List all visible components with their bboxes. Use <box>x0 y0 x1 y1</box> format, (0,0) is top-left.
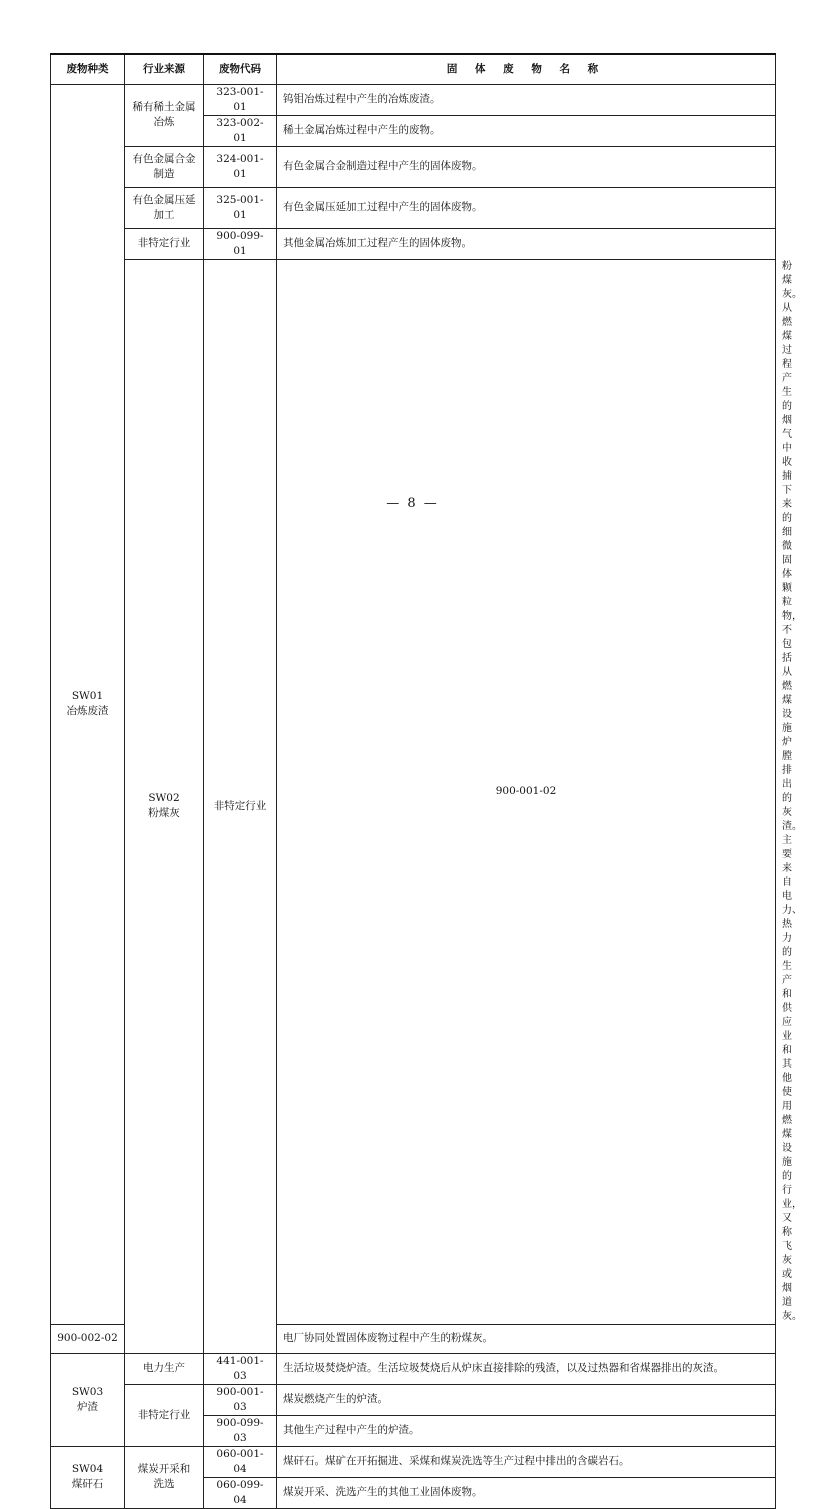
desc-cell: 稀土金属冶炼过程中产生的废物。 <box>277 115 776 146</box>
page-number: — 8 — <box>386 496 439 511</box>
source-cell <box>125 146 204 187</box>
desc-cell: 电厂协同处置固体废物过程中产生的粉煤灰。 <box>277 1324 776 1353</box>
header-waste-name: 固 体 废 物 名 称 <box>277 54 776 84</box>
code-cell: 441-001-03 <box>204 1353 277 1384</box>
source-cell <box>125 1384 204 1446</box>
header-industry-source: 行业来源 <box>125 54 204 84</box>
desc-cell: 有色金属压延加工过程中产生的固体废物。 <box>277 187 776 228</box>
source-cell <box>125 1353 204 1384</box>
source-cell <box>204 259 277 1353</box>
table-row <box>51 1384 776 1415</box>
category-cell <box>51 1353 125 1446</box>
category-label: SW02 粉煤灰 <box>148 792 180 819</box>
source-label: 非特定行业 <box>137 1408 191 1421</box>
table-row <box>51 1446 776 1477</box>
desc-cell: 煤矸石。煤矿在开拓掘进、采煤和煤炭洗选等生产过程中排出的含碳岩石。 <box>277 1446 776 1477</box>
table-row <box>51 1353 776 1384</box>
desc-cell: 煤炭开采、洗选产生的其他工业固体废物。 <box>277 1477 776 1508</box>
table-row <box>51 146 776 187</box>
table-header-row <box>51 54 776 84</box>
category-cell <box>125 259 204 1353</box>
code-cell: 324-001-01 <box>204 146 277 187</box>
code-cell: 323-002-01 <box>204 115 277 146</box>
desc-cell: 有色金属合金制造过程中产生的固体废物。 <box>277 146 776 187</box>
category-cell <box>51 84 125 1324</box>
category-label: SW01 冶炼废渣 <box>66 690 109 717</box>
code-cell: 323-001-01 <box>204 84 277 115</box>
source-label: 稀有稀土金属 冶炼 <box>132 101 196 128</box>
code-cell: 900-001-03 <box>204 1384 277 1415</box>
desc-cell: 其他生产过程中产生的炉渣。 <box>277 1415 776 1446</box>
table-row <box>51 187 776 228</box>
source-label: 非特定行业 <box>137 237 191 249</box>
source-label: 非特定行业 <box>213 799 267 812</box>
desc-cell: 生活垃圾焚烧炉渣。生活垃圾焚烧后从炉床直接排除的残渣，以及过热器和省煤器排出的灰渣。 <box>277 1353 776 1384</box>
desc-cell: 钨钼冶炼过程中产生的冶炼废渣。 <box>277 84 776 115</box>
table-row <box>51 228 776 259</box>
desc-cell: 其他金属冶炼加工过程产生的固体废物。 <box>277 228 776 259</box>
table-row <box>51 84 776 115</box>
source-cell <box>125 228 204 259</box>
waste-classification-table <box>50 53 802 1509</box>
code-cell: 060-001-04 <box>204 1446 277 1477</box>
header-waste-type: 废物种类 <box>51 54 125 84</box>
source-cell <box>125 187 204 228</box>
code-cell: 325-001-01 <box>204 187 277 228</box>
header-waste-code: 废物代码 <box>204 54 277 84</box>
code-cell: 900-099-01 <box>204 228 277 259</box>
source-label: 电力生产 <box>143 1362 185 1374</box>
table-row: SW02 粉煤灰 非特定行业 900-001-02 粉煤灰。从燃煤过程产生的烟气中收捕下来的细微固体颗粒物，不包括从燃煤设施炉膛排出的灰渣。主要来自电力、热力的生产和供应业和其他使用燃煤设施的行业，又称飞灰或烟道灰。 <box>51 259 776 1324</box>
category-label: SW03 炉渣 <box>71 1385 104 1413</box>
desc-cell: 煤炭燃烧产生的炉渣。 <box>277 1384 776 1415</box>
code-cell: 060-099-04 <box>204 1477 277 1508</box>
source-label: 煤炭开采和 洗选 <box>137 1463 191 1490</box>
source-cell <box>125 84 204 146</box>
code-cell: 900-001-02 <box>277 259 776 1324</box>
code-cell: 900-002-02 <box>51 1324 125 1353</box>
source-label: 有色金属合金 制造 <box>132 152 196 180</box>
category-label: SW04 煤矸石 <box>71 1463 104 1490</box>
source-label: 有色金属压延 加工 <box>132 193 196 221</box>
code-cell: 900-099-03 <box>204 1415 277 1446</box>
source-cell <box>125 1446 204 1508</box>
category-cell <box>51 1446 125 1508</box>
